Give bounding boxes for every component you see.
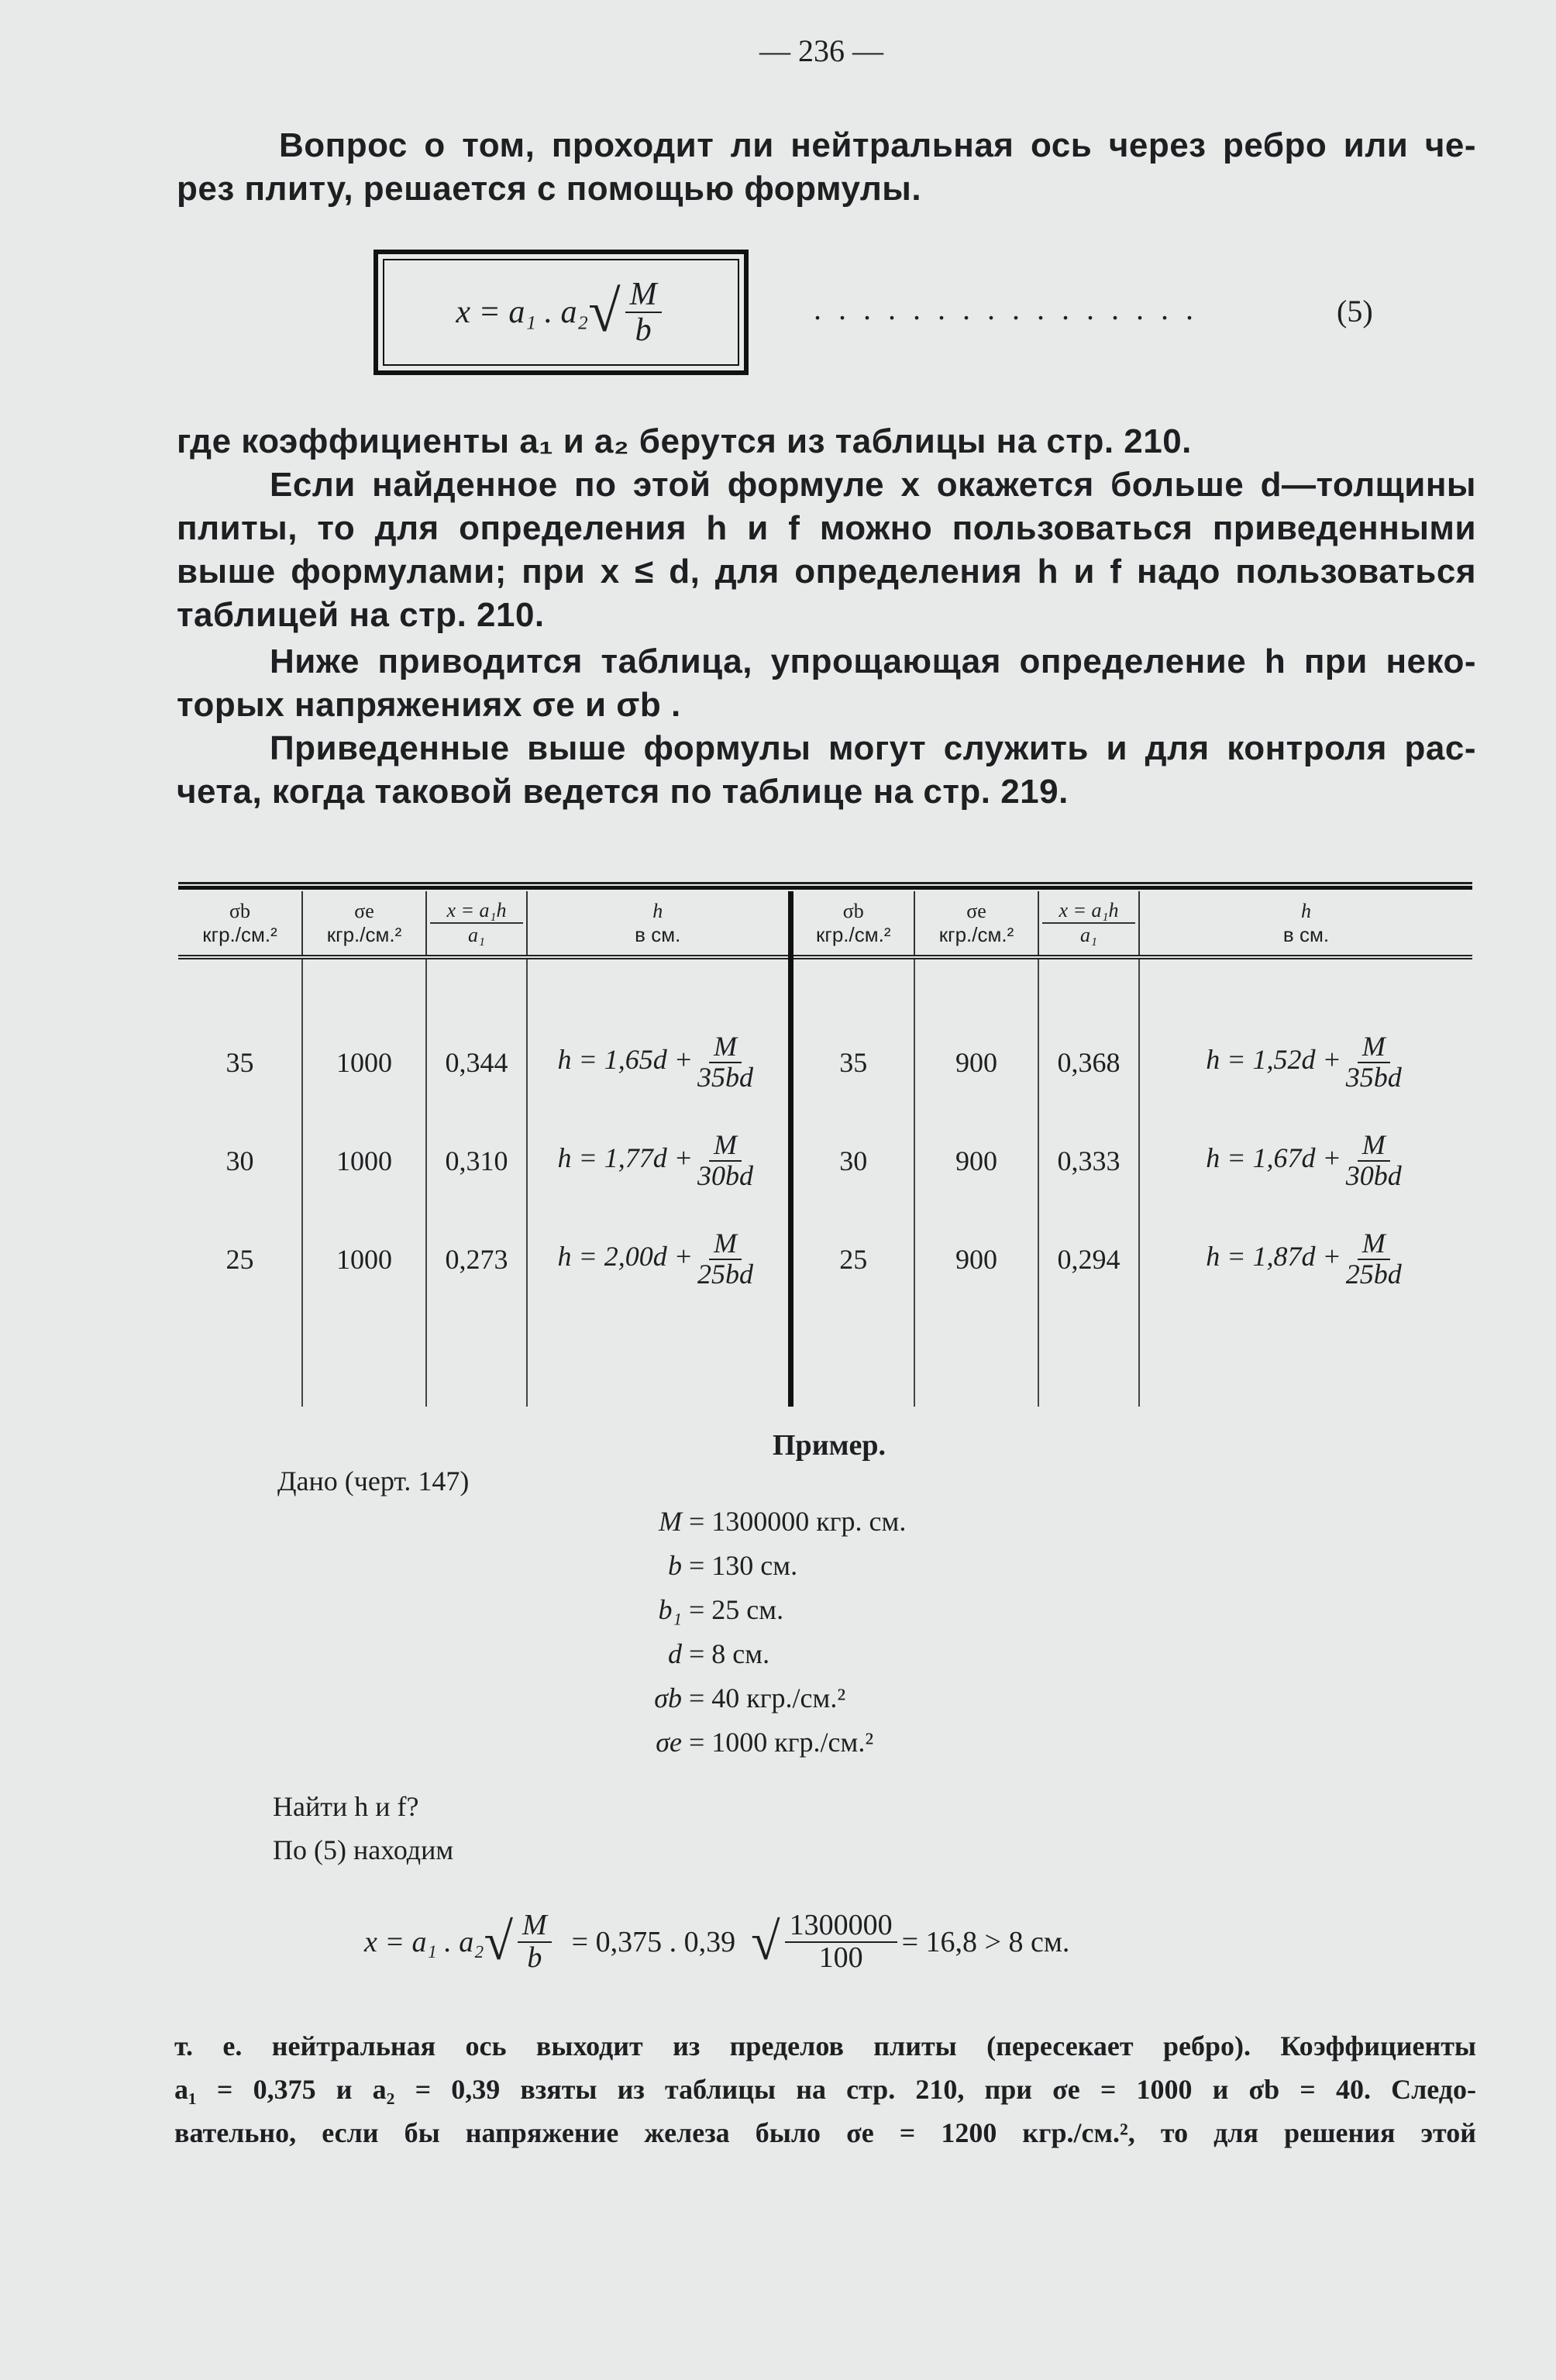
given-item: σb = 40 кгр./см.² [654,1683,846,1714]
example-title: Пример. [773,1429,886,1462]
given-item: M = 1300000 кгр. см. [659,1506,907,1537]
h-coefficient-table [178,891,1472,1407]
cell-h-formula-2 [1139,1111,1472,1210]
table-row [178,957,1472,1111]
cell-sigma-e-2: 900 [914,1210,1038,1308]
text-line: Если найденное по этой формуле x окажется больше d—толщины [270,466,1476,504]
cell-sigma-e-2: 900 [914,957,1038,1111]
cell-h-formula-2 [1139,1210,1472,1308]
table-top-rule [178,882,1472,890]
cell-sigma-e: 1000 [302,1210,426,1308]
fraction-denominator: 25bd [1345,1258,1402,1290]
text-line: вательно, если бы напряжение железа было σe = 1200 кгр./см.², то для решения этой [174,2117,1476,2148]
calc-mid: = 0,375 . 0,39 [571,1925,736,1958]
table-row [178,1210,1472,1308]
cell-a1-2: 0,333 [1038,1111,1139,1210]
intro-line-1: Вопрос о том, проходит ли нейтральная ось через ребро или че- [279,126,1476,164]
fraction-numerator: M [709,1229,742,1260]
calc-rhs: = 16,8 > 8 см. [901,1925,1070,1958]
paragraph-table-intro [177,640,1476,727]
header-h: h в см. [527,891,790,957]
fraction-denominator: 30bd [1345,1159,1402,1191]
sqrt-icon: √ [751,1912,780,1972]
page-number: — 236 — [759,33,883,68]
cell-a1: 0,310 [426,1111,527,1210]
formula-5-dots: . . . . . . . . . . . . . . . . [814,291,1198,326]
cell-sigma-e: 1000 [302,957,426,1111]
paragraph-control [177,727,1476,814]
cell-sigma-b: 35 [225,1046,254,1078]
formula-5-lhs: x = a₁ . a₂ [456,294,589,330]
formula-5-den: b [635,312,652,348]
cell-sigma-b-2: 35 [790,957,914,1111]
sqrt-icon: √ [588,280,621,344]
given-item: b = 130 см. [668,1550,798,1581]
text-line: плиты, то для определения h и f можно пользоваться приведенными [177,509,1476,547]
fraction-numerator: M [1358,1032,1390,1063]
calc-den-2: 100 [818,1941,863,1974]
given-list [612,1500,906,1765]
cell-h-formula [527,957,790,1111]
header-sigma-b: σb кгр./см.² [202,899,277,946]
cell-a1-2: 0,294 [1038,1210,1139,1308]
text-line: т. е. нейтральная ось выходит из пределов плиты (пересекает ребро). Коэффициенты [174,2030,1476,2061]
header-a1-2: x = a₁h a₁ [1038,891,1139,957]
header-a1: x = a₁h a₁ [426,891,527,957]
cell-sigma-b-2: 25 [790,1210,914,1308]
table-row [178,1111,1472,1210]
given-label: Дано (черт. 147) [277,1466,470,1497]
paragraph-coefficients: где коэффициенты a₁ и a₂ берутся из таблицы на стр. 210. [177,422,1192,460]
cell-h-formula [527,1111,790,1210]
formula-5-box [374,250,749,375]
calc-lhs: x = a₁ . a₂ [364,1925,484,1958]
fraction-numerator: M [709,1032,742,1063]
header-sigma-e: σe кгр./см.² [302,891,426,957]
text-line: Ниже приводится таблица, упрощающая определение h при неко- [270,642,1476,680]
fraction-denominator: 30bd [697,1159,754,1191]
cell-a1-2: 0,368 [1038,957,1139,1111]
paragraph-condition [177,463,1476,637]
find-text: Найти h и f? [273,1791,419,1822]
text-line: чета, когда таковой ведется по таблице на стр. 219. [177,773,1069,811]
calc-num-2: 1300000 [785,1910,897,1943]
calc-num-1: M [518,1910,552,1943]
final-paragraph [174,2024,1476,2154]
h-expression: h = 1,52d + [1206,1043,1341,1075]
cell-h-formula [527,1210,790,1308]
sqrt-icon: √ [484,1912,513,1972]
fraction-numerator: M [1358,1131,1390,1162]
cell-a1: 0,273 [426,1210,527,1308]
h-expression: h = 1,87d + [1206,1240,1341,1272]
calc-den-1: b [527,1941,542,1974]
fraction-numerator: M [709,1131,742,1162]
cell-sigma-e: 1000 [302,1111,426,1210]
formula-5-label: (5) [1337,294,1373,329]
header-sigma-b-2: σb кгр./см.² [790,891,914,957]
h-expression: h = 1,77d + [557,1142,694,1173]
header-sigma-e-2: σe кгр./см.² [914,891,1038,957]
text-line: a₁ = 0,375 и a₂ = 0,39 взяты из таблицы на стр. 210, при σe = 1000 и σb = 40. Следо- [174,2074,1476,2105]
fraction-numerator: M [1358,1229,1390,1260]
text-line: таблицей на стр. 210. [177,596,545,634]
fraction-denominator: 35bd [1345,1061,1402,1093]
given-item: σe = 1000 кгр./см.² [656,1727,874,1758]
text-line: Приведенные выше формулы могут служить и для контроля рас- [270,729,1476,767]
given-item: d = 8 см. [668,1638,770,1669]
h-expression: h = 1,67d + [1206,1142,1341,1173]
text-line: выше формулами; при x ≤ d, для определения h и f надо пользоваться [177,553,1476,591]
table-spacer-row [178,1308,1472,1407]
h-expression: h = 2,00d + [557,1240,694,1272]
text-line: торых напряжениях σe и σb . [177,686,681,724]
fraction-denominator: 25bd [697,1258,754,1290]
given-item: b₁ = 25 см. [658,1594,784,1625]
header-h-2: h в см. [1139,891,1472,957]
fraction-denominator: 35bd [697,1061,754,1093]
h-expression: h = 1,65d + [557,1043,694,1075]
formula-5-num: M [625,277,662,313]
cell-sigma-b: 25 [225,1243,254,1275]
cell-h-formula-2 [1139,957,1472,1111]
cell-sigma-e-2: 900 [914,1111,1038,1210]
cell-sigma-b: 30 [225,1145,254,1176]
intro-line-2: рез плиту, решается с помощью формулы. [177,170,922,208]
cell-a1: 0,344 [426,957,527,1111]
example-calculation [364,1910,1069,1974]
cell-sigma-b-2: 30 [790,1111,914,1210]
by-formula-text: По (5) находим [273,1834,454,1865]
